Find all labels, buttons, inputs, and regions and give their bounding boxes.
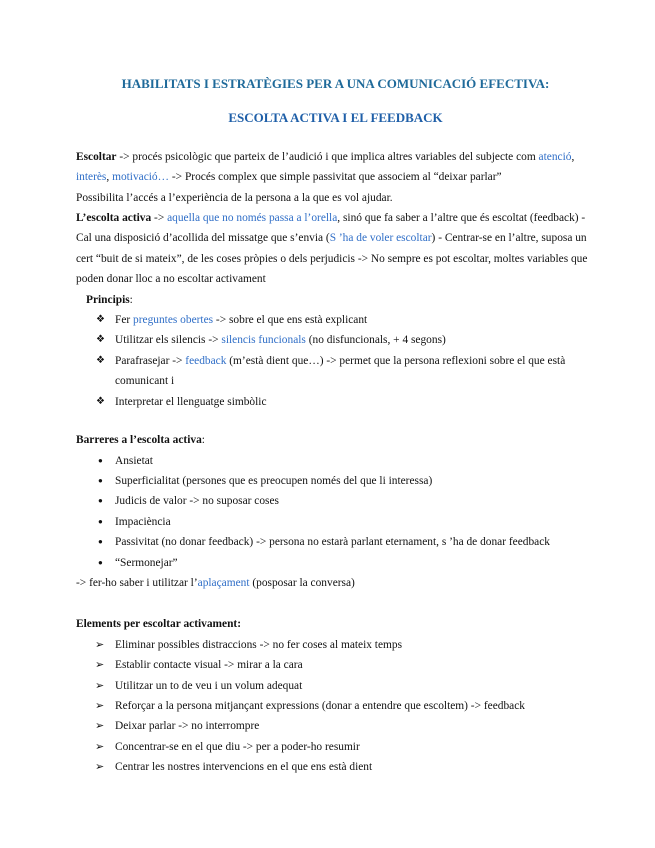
highlight-aplacament: aplaçament (197, 576, 250, 589)
diamond-bullet-icon: ❖ (96, 334, 105, 346)
list-item: ❖ Fer preguntes obertes -> sobre el que ens està explicant (76, 310, 595, 330)
arrowhead-bullet-icon: ➢ (95, 740, 105, 753)
list-item: ● Ansietat (76, 451, 595, 471)
list-item: ➢ Reforçar a la persona mitjançant expressions (donar a entendre que escoltem) -> feedback (76, 696, 595, 716)
dot-bullet-icon: ● (98, 475, 103, 485)
arrowhead-bullet-icon: ➢ (95, 761, 105, 774)
dot-bullet-icon: ● (98, 537, 103, 547)
highlight-atencio: atenció (538, 150, 572, 163)
document-title: HABILITATS I ESTRATÈGIES PER A UNA COMUNICACIÓ EFECTIVA: (121, 76, 550, 91)
escolta-activa-paragraph: L’escolta activa -> aquella que no només passa a l’orella, sinó que fa saber a l’altre que és escoltat (feedback) - Cal una disposició d’acollida del missatge que s’envia (S ’ha de voler escoltar) - Centrar-se en l’altre, suposa un cert “buit de si mateix”, de les coses pròpies o dels perjudicis -> No sempre es pot escoltar, moltes variables que poden donar lloc a no escoltar activament (76, 212, 588, 286)
elements-heading: Elements per escoltar activament: (76, 618, 242, 631)
highlight-orella: aquella que no només passa a l’orella (167, 212, 338, 225)
diamond-bullet-icon: ❖ (96, 354, 105, 366)
diamond-bullet-icon: ❖ (96, 314, 105, 326)
arrowhead-bullet-icon: ➢ (95, 720, 105, 733)
highlight-voler-escoltar: S ’ha de voler escoltar (329, 232, 432, 245)
arrowhead-bullet-icon: ➢ (95, 699, 105, 712)
list-item: ● Judicis de valor -> no suposar coses (76, 491, 595, 511)
highlight-motivacio: motivació… (112, 171, 170, 184)
list-item: ➢ Centrar les nostres intervencions en el que ens està dient (76, 757, 595, 777)
list-item: ➢ Deixar parlar -> no interrompre (76, 716, 595, 736)
escolta-activa-term: L’escolta activa (76, 212, 152, 225)
list-item: ➢ Concentrar-se en el que diu -> per a poder-ho resumir (76, 737, 595, 757)
document-subtitle: ESCOLTA ACTIVA I EL FEEDBACK (228, 110, 443, 126)
list-item: ➢ Utilitzar un to de veu i un volum adequat (76, 676, 595, 696)
dot-bullet-icon: ● (98, 455, 103, 465)
dot-bullet-icon: ● (98, 516, 103, 526)
dot-bullet-icon: ● (98, 557, 103, 567)
arrowhead-bullet-icon: ➢ (95, 659, 105, 672)
escoltar-paragraph: Escoltar -> procés psicològic que parteix de l’audició i que implica altres variables del subjecte com atenció, interès, motivació… -> Procés complex que simple passivitat que associem al “deixar parlar” Possibilita l’accés a l’experiència de la persona a la que es vol ajudar. (76, 150, 575, 204)
arrowhead-bullet-icon: ➢ (95, 638, 105, 651)
principis-list (76, 310, 595, 412)
list-item: ● Impaciència (76, 512, 595, 532)
escoltar-term: Escoltar (76, 150, 117, 163)
barreres-footer: -> fer-ho saber i utilitzar l’aplaçament (posposar la conversa) (76, 576, 355, 589)
principis-heading: Principis: (86, 293, 133, 306)
highlight-interes: interès (76, 171, 107, 184)
list-item: ➢ Eliminar possibles distraccions -> no fer coses al mateix temps (76, 635, 595, 655)
dot-bullet-icon: ● (98, 496, 103, 506)
barreres-list (76, 451, 595, 573)
elements-list (76, 635, 595, 778)
list-item: ❖ Parafrasejar -> feedback (m’està dient que…) -> permet que la persona reflexioni sobre el que està comunicant i (76, 351, 595, 392)
list-item: ● Superficialitat (persones que es preocupen només del que li interessa) (76, 471, 595, 491)
diamond-bullet-icon: ❖ (96, 395, 105, 407)
list-item: ● “Sermonejar” (76, 553, 595, 573)
barreres-heading: Barreres a l’escolta activa: (76, 434, 205, 447)
list-item: ➢ Establir contacte visual -> mirar a la cara (76, 655, 595, 675)
list-item: ● Passivitat (no donar feedback) -> persona no estarà parlant eternament, s ’ha de donar feedback (76, 532, 595, 552)
list-item: ❖ Utilitzar els silencis -> silencis funcionals (no disfuncionals, + 4 segons) (76, 330, 595, 350)
arrowhead-bullet-icon: ➢ (95, 679, 105, 692)
list-item: ❖ Interpretar el llenguatge simbòlic (76, 392, 595, 412)
